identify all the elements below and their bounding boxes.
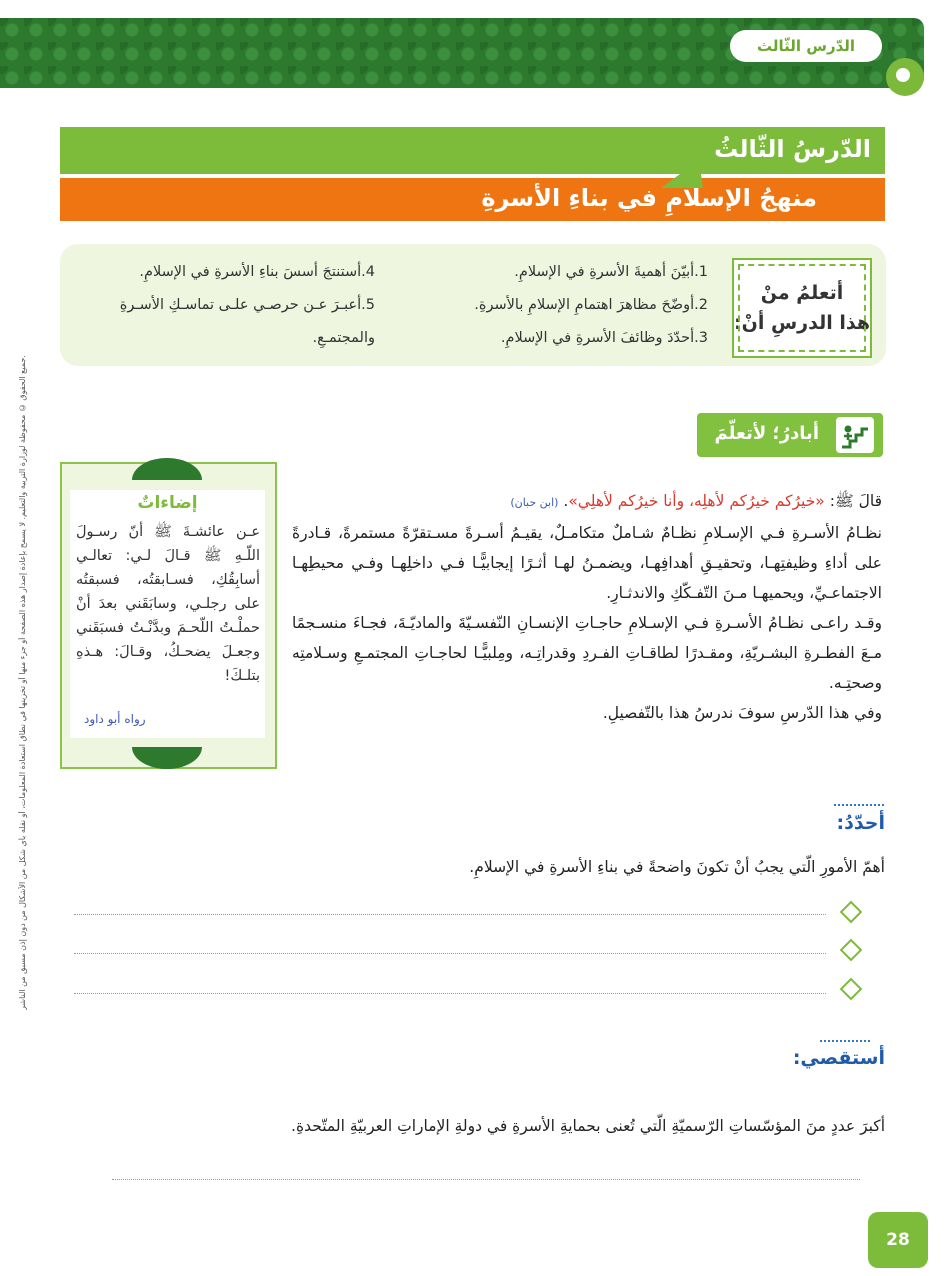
objectives-heading-line2: هذا الدرسِ أنْ: [734, 312, 870, 334]
define-question: أهمّ الأمورِ الّتي يجبُ أنْ تكونَ واضحةً في بناءِ الأسرةِ في الإسلامِ. [469, 858, 885, 876]
lesson-label: الدّرسُ الثّالثُ [714, 135, 871, 163]
wave-decoration [834, 804, 884, 810]
answer-line[interactable] [112, 1179, 860, 1180]
paragraph-2: وقـد راعـى نظـامُ الأسـرةِ فـي الإسـلامِ حاجـاتِ الإنسـانِ النّفسـيّةَ والماديّـةَ، فجـاءَ منسـجمًا مـعَ الفطـرةِ البشـريّةِ، ومقـدرًا لطاقـاتِ الفـردِ وقدراتِـه، ومِلبيًّـا لحاجـاتِ المجتمـعِ وسـلامتِه وصحتِـه. [292, 614, 882, 692]
hadith-quote: «خيرُكم خيرُكم لأهلِه، وأنا خيرُكم لأهلِي» [568, 492, 825, 510]
lesson-label-bar [60, 127, 885, 174]
diamond-bullet-icon [840, 978, 863, 1001]
diamond-bullet-icon [840, 939, 863, 962]
lesson-title: منهجُ الإسلامِ في بناءِ الأسرةِ [481, 184, 817, 212]
header-circle-decoration [886, 58, 924, 96]
objective-item: 2.أوضّحَ مظاهرَ اهتمامِ الإسلامِ بالأسرةِ. [474, 297, 708, 313]
research-question: أكبرَ عددٍ منَ المؤسّساتِ الرّسميّةِ الّتي تُعنى بحمايةِ الأسرةِ في دولةِ الإماراتِ العربيّةِ المتّحدةِ. [291, 1117, 885, 1135]
answer-line[interactable] [74, 914, 826, 915]
answer-line[interactable] [74, 993, 826, 994]
wave-decoration [820, 1040, 870, 1046]
objectives-heading-card [732, 258, 872, 358]
sidebar-text: عـن عائشـةَ ﷺ أنّ رسـولَ اللّـهِ ﷺ قـالَ لـي: تعالـي أسابِقُكِ، فسـابقتُه، فسبقتُه على رجلـي، وسابَقَني بعدَ أنْ حملْـتُ اللّحـمَ وبدَّنْـتُ فسبَقَني وجعـلَ يضحـكُ، وقـالَ: هـذهِ بتلـكَ! [76, 524, 260, 684]
objective-item: والمجتمـعِ. [312, 330, 375, 346]
lesson-title-bar [60, 178, 885, 221]
answer-line[interactable] [74, 953, 826, 954]
hadith-line [292, 486, 882, 518]
objectives-heading-line1: أتعلمُ منْ [760, 282, 844, 304]
hadith-intro: قالَ ﷺ: [824, 492, 882, 510]
sidebar-source: رواه أبو داود [84, 712, 146, 726]
main-paragraph [292, 486, 882, 728]
define-title: أحدّدُ: [836, 812, 885, 834]
paragraph-3: وفي هذا الدّرسِ سوفَ ندرسُ هذا بالتّفصيلِ. [602, 704, 882, 722]
objective-item: 3.أحدّدَ وظائفَ الأسرةِ في الإسلامِ. [500, 330, 708, 346]
paragraph-1: نظـامُ الأسـرةِ فـي الإسـلامِ نظـامٌ شـاملٌ متكامـلٌ، يقيـمُ أسـرةً مسـتقرّةً مستمرةً، قـادرةً على أداءِ وظيفتِهـا، وتحقيـقِ أهدافِهـا، ويضمـنُ لهـا أثـرًا إيجابيًّـا فـي داخلِهـا وفـي محيطِهـا الاجتماعـيِّ، ويحميهـا مـنَ التّفـكّكِ والاندثـارِ. [292, 524, 882, 602]
diamond-bullet-icon [840, 901, 863, 924]
copyright-notice: جميع الحقوق © محفوظة لوزارة التربية والتعليم. لا يسمح بإعادة إصدار هذه الصفحة أو جزء منها أو تخزينها في نطاق استعادة المعلومات، أو نقله بأي شكل من الأشكال من دون إذن مسبق من الناشر. [18, 355, 27, 1010]
objective-item: 5.أعبـرَ عـن حرصـي علـى تماسـكِ الأسـرةِ [119, 297, 375, 313]
objective-item: 1.أبيّنَ أهميةَ الأسرةِ في الإسلامِ. [514, 264, 708, 280]
sidebar-title: إضاءاتٌ [137, 493, 198, 513]
stairs-person-icon [836, 417, 874, 453]
research-title: أستقصي: [792, 1047, 885, 1069]
header-lesson-tab: الدّرس الثّالث [730, 30, 882, 62]
page-number: 28 [868, 1212, 928, 1268]
abadir-label: أبادرُ؛ لأتعلّمَ [714, 423, 819, 444]
objective-item: 4.أستنتجَ أسسَ بناءِ الأسرةِ في الإسلامِ. [139, 264, 375, 280]
hadith-source: (ابن حبان) [510, 496, 559, 509]
hadith-dot: . [558, 492, 569, 510]
